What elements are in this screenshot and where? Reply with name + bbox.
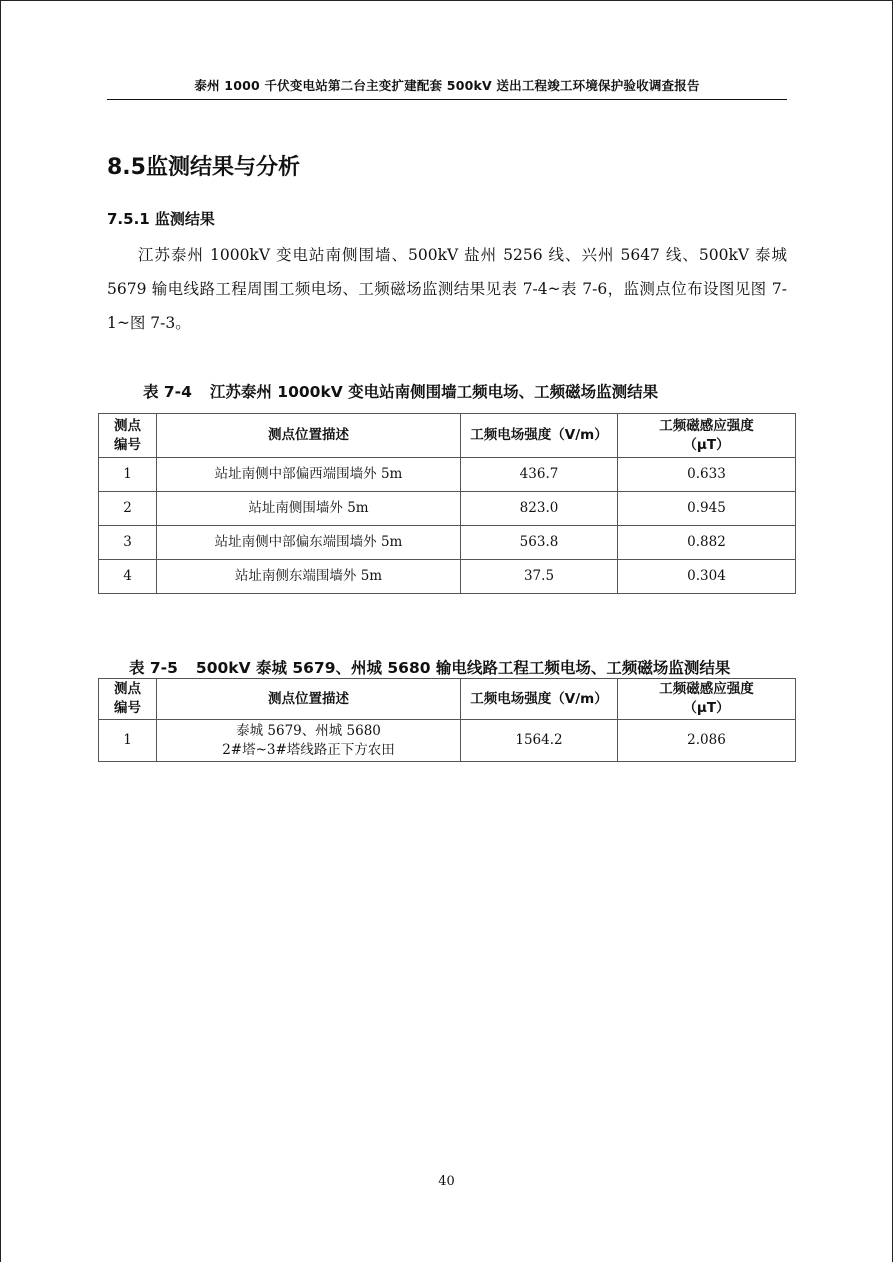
header-magnetic-induction: 工频磁感应强度 （μT） [618,414,796,458]
table-7-5-caption [129,656,730,678]
table-caption-title: 江苏泰州 1000kV 变电站南侧围墙工频电场、工频磁场监测结果 [209,383,659,401]
section-title: 8.5监测结果与分析 [107,155,300,180]
table-row [99,720,796,762]
cell-electric-field: 1564.2 [461,720,618,762]
table-caption-number: 表 7-4 [143,383,192,401]
body-paragraph: 江苏泰州 1000kV 变电站南侧围墙、500kV 盐州 5256 线、兴州 5647 线、500kV 泰城 5679 输电线路工程周围工频电场、工频磁场监测结果见表 7-4~表 7-6，监测点位布设图见图 7-1~图 7-3。 [107,246,787,332]
cell-magnetic-induction: 0.304 [618,560,796,594]
page-number: 40 [438,1174,455,1189]
cell-location-description: 站址南侧中部偏西端围墙外 5m [157,458,461,492]
cell-point-number: 4 [99,560,157,594]
header-electric-field: 工频电场强度（V/m） [461,414,618,458]
page-border-left [0,0,1,1262]
cell-electric-field: 563.8 [461,526,618,560]
cell-location-description: 站址南侧东端围墙外 5m [157,560,461,594]
table-caption-title: 500kV 泰城 5679、州城 5680 输电线路工程工频电场、工频磁场监测结果 [195,659,731,677]
table-row [99,458,796,492]
table-row [99,492,796,526]
cell-point-number: 1 [99,458,157,492]
cell-point-number: 2 [99,492,157,526]
cell-electric-field: 436.7 [461,458,618,492]
header-point-number: 测点 编号 [99,679,157,720]
header-magnetic-induction: 工频磁感应强度 （μT） [618,679,796,720]
table-7-4-caption [143,380,658,402]
cell-magnetic-induction: 0.633 [618,458,796,492]
cell-magnetic-induction: 2.086 [618,720,796,762]
header-point-number: 测点 编号 [99,414,157,458]
table-row [99,526,796,560]
table-7-4 [98,413,796,594]
header-rule [107,99,787,100]
cell-electric-field: 823.0 [461,492,618,526]
table-row [99,560,796,594]
page-border-top [0,0,893,1]
cell-location-description: 泰城 5679、州城 5680 2#塔~3#塔线路正下方农田 [157,720,461,762]
cell-magnetic-induction: 0.882 [618,526,796,560]
header-location-description: 测点位置描述 [157,414,461,458]
table-7-5 [98,678,796,762]
cell-electric-field: 37.5 [461,560,618,594]
table-header-row [99,679,796,720]
subsection-title: 7.5.1 监测结果 [107,210,215,228]
cell-magnetic-induction: 0.945 [618,492,796,526]
header-location-description: 测点位置描述 [157,679,461,720]
table-caption-number: 表 7-5 [129,659,178,677]
cell-point-number: 3 [99,526,157,560]
running-header: 泰州 1000 千伏变电站第二台主变扩建配套 500kV 送出工程竣工环境保护验收调查报告 [194,78,700,93]
cell-location-description: 站址南侧中部偏东端围墙外 5m [157,526,461,560]
header-electric-field: 工频电场强度（V/m） [461,679,618,720]
table-header-row [99,414,796,458]
cell-point-number: 1 [99,720,157,762]
cell-location-description: 站址南侧围墙外 5m [157,492,461,526]
